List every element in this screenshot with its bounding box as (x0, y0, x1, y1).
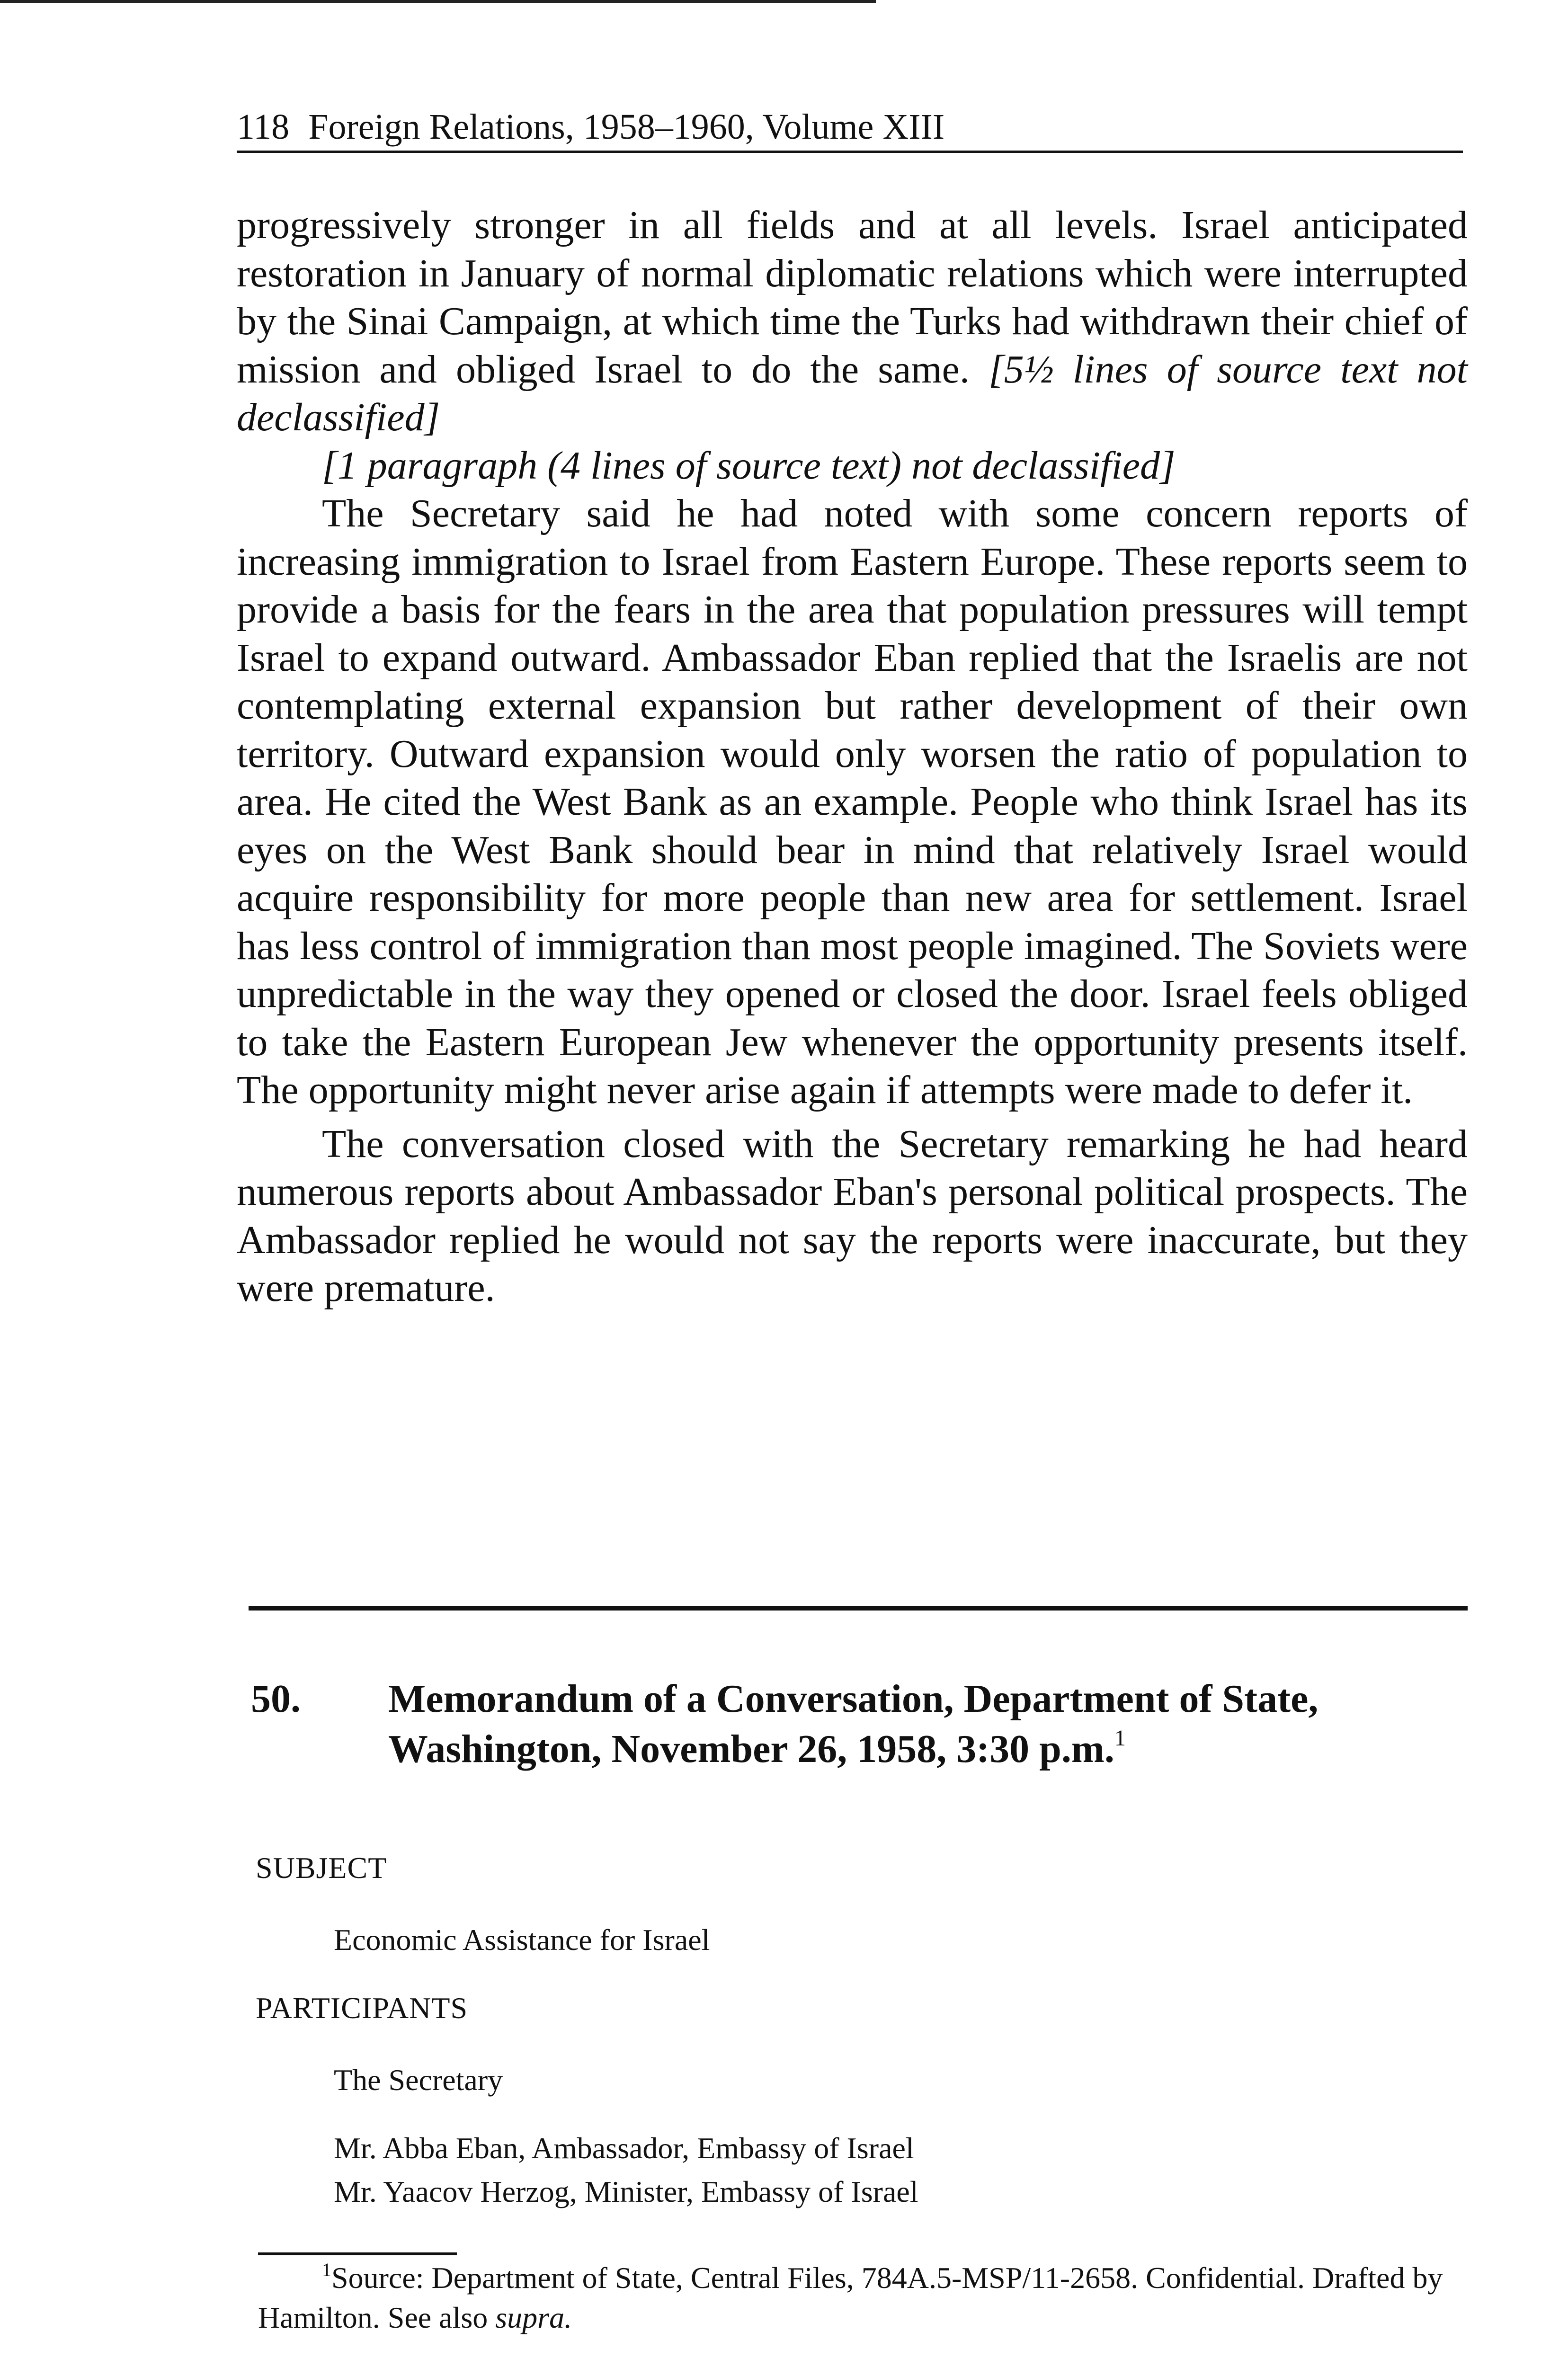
participant: Mr. Abba Eban, Ambassador, Embassy of Israel (334, 2131, 914, 2165)
footnote (258, 2258, 1470, 2338)
section-divider (249, 1606, 1468, 1611)
paragraph-1-text: progressively stronger in all fields and at all levels. Israel anticipated restoration in January of normal diplomatic relations which were interrupted by the Sinai Campaign, at which time the Turks had withdrawn their chief of mission and obliged Israel to do the same. (237, 203, 1468, 392)
redaction-note-1: [5½ lines of source text not declassified] (237, 347, 1468, 439)
running-head (237, 104, 1463, 153)
paragraph-3: The Secretary said he had noted with some concern reports of increasing immigration to Israel from Eastern Europe. These reports seem to provide a basis for the fears in the area that population pressures will tempt Israel to expand outward. Ambassador Eban replied that the Israelis are not contemplating external expansion but rather development of their own territory. Outward expansion would only worsen the ratio of population to area. He cited the West Bank as an example. People who think Israel has its eyes on the West Bank should bear in mind that relatively Israel would acquire responsibility for more people than new area for settlement. Israel has less control of immigration than most people imagined. The Soviets were unpredictable in the way they opened or closed the door. Israel feels obliged to take the Eastern European Jew whenever the opportunity presents itself. The opportunity might never arise again if attempts were made to defer it. (237, 491, 1468, 1112)
paragraph-2 (237, 442, 1468, 490)
footnote-body (258, 2258, 1470, 2338)
footnote-marker: 1 (322, 2259, 331, 2280)
participant: The Secretary (334, 2063, 503, 2097)
page-number: 118 (237, 107, 290, 147)
participants-label: PARTICIPANTS (256, 1991, 468, 2025)
continued-text (237, 201, 1468, 1312)
document-title-wrap (388, 1674, 1477, 1774)
volume-title: Foreign Relations, 1958–1960, Volume XIII (308, 107, 945, 147)
footnote-text: Source: Department of State, Central Files, 784A.5-MSP/11-2658. Confidential. Drafted by Hamilton. See also (258, 2261, 1443, 2334)
footnote-ref: 1 (1114, 1726, 1126, 1751)
document-number: 50. (251, 1677, 301, 1721)
scan-edge (0, 0, 876, 3)
participant: Mr. Yaacov Herzog, Minister, Embassy of Israel (334, 2175, 918, 2208)
subject-value: Economic Assistance for Israel (334, 1923, 710, 1957)
redaction-note-2: [1 paragraph (4 lines of source text) not declassified] (322, 443, 1176, 488)
document-title: Memorandum of a Conversation, Department of State, Washington, November 26, 1958, 3:30 p.m. (388, 1677, 1319, 1771)
paragraph-1 (237, 201, 1468, 442)
paragraph-4: The conversation closed with the Secretary remarking he had heard numerous reports about Ambassador Eban's personal political prospects. The Ambassador replied he would not say the reports were inaccurate, but they were premature. (237, 1121, 1468, 1310)
subject-label: SUBJECT (256, 1851, 387, 1885)
footnote-italic: supra. (495, 2301, 572, 2334)
footnote-rule (258, 2252, 457, 2255)
